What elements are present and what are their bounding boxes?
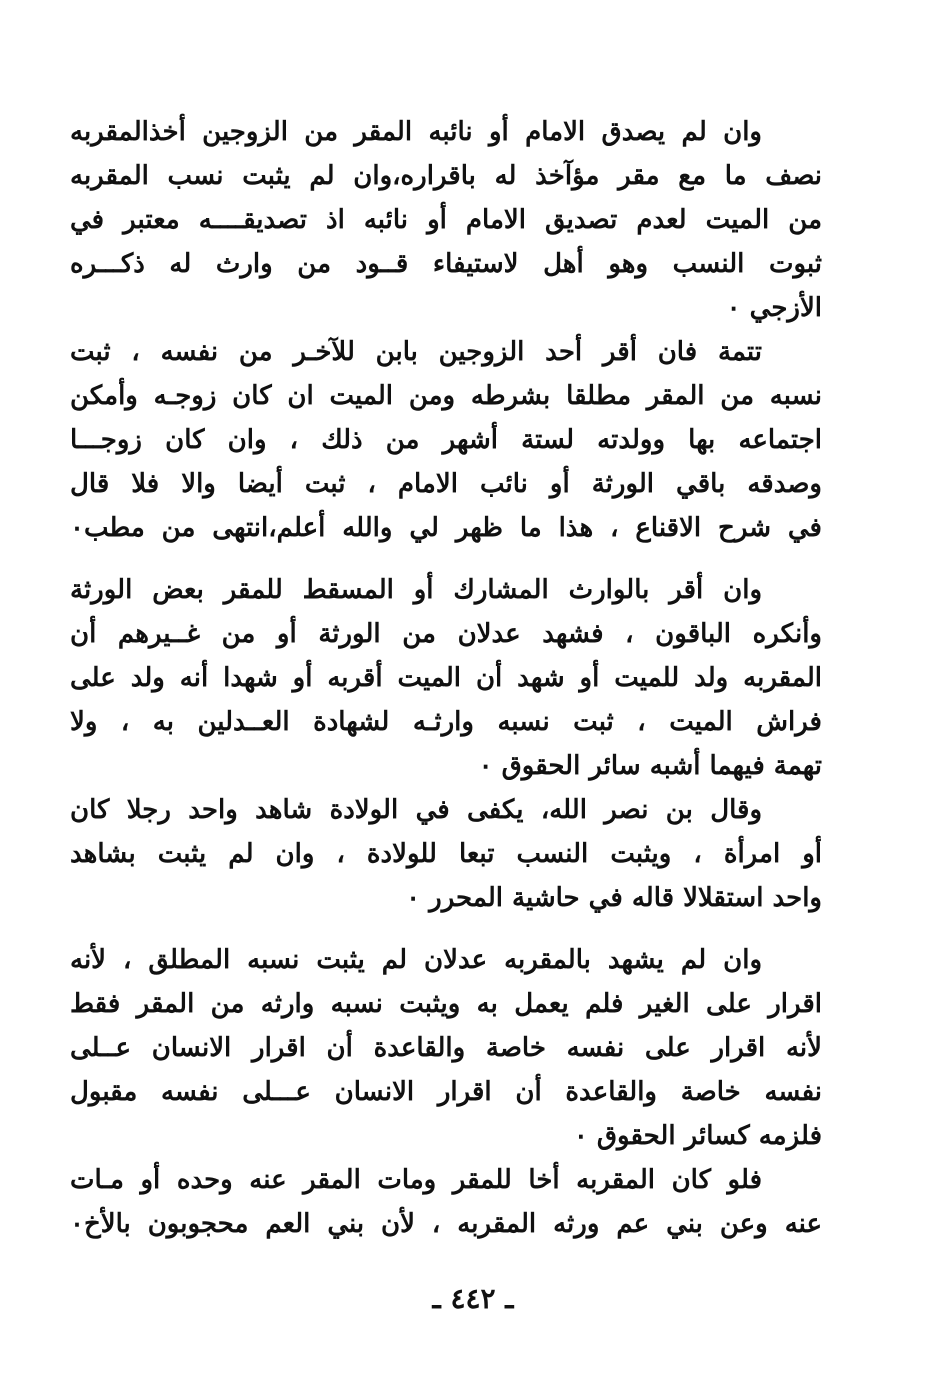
text-line: فلزمه كسائر الحقوق ٠ (573, 1121, 822, 1151)
text-line: فراش الميت ، ثبت نسبه وارثـه لشهادة العــدلين به ، ولا (70, 707, 822, 737)
text-line: الأزجي ٠ (726, 293, 822, 323)
text-line: المقربه ولد للميت أو شهد أن الميت أقربه أو شهدا أنه ولد على (70, 663, 822, 693)
page-number: ـ ٤٤٢ ـ (432, 1282, 514, 1315)
paragraph-3 (70, 568, 822, 788)
text-line: وان أقر بالوارث المشارك أو المسقط للمقر بعض الورثة (70, 575, 762, 605)
text-line: نفسه خاصة والقاعدة أن اقرار الانسان عـــلى نفسه مقبول (70, 1077, 822, 1107)
text-line: اقرار على الغير فلم يعمل به ويثبت نسبه وارثه من المقر فقط (70, 989, 822, 1019)
paragraph-6 (70, 1158, 822, 1246)
text-line: نصف ما مع مقر مؤآخذ له باقراره،وان لم يثبت نسب المقربه (70, 161, 822, 191)
paragraph-gap (70, 550, 822, 568)
text-line: نسبه من المقر مطلقا بشرطه ومن الميت ان كان زوجـه وأمكن (70, 381, 822, 411)
text-line: وصدقه باقي الورثة أو نائب الامام ، ثبت أيضا والا فلا قال (70, 469, 822, 499)
text-line: في شرح الاقناع ، هذا ما ظهر لي والله أعلم،انتهى من مطب٠ (70, 513, 822, 543)
paragraph-2 (70, 330, 822, 550)
text-line: ثبوت النسب وهو أهل لاستيفاء قــود من وارث له ذكـــره (70, 249, 822, 279)
text-line: وان لم يشهد بالمقربه عدلان لم يثبت نسبه المطلق ، لأنه (70, 945, 762, 975)
paragraph-gap (70, 920, 822, 938)
text-line: اجتماعه بها وولدته لستة أشهر من ذلك ، وان كان زوجـــا (70, 425, 822, 455)
text-line: واحد استقلالا قاله في حاشية المحرر ٠ (406, 883, 822, 913)
text-line: وأنكره الباقون ، فشهد عدلان من الورثة أو من غــيرهم أن (70, 619, 822, 649)
page-text (70, 110, 822, 1330)
text-line: لأنه اقرار على نفسه خاصة والقاعدة أن اقرار الانسان عــلى (70, 1033, 822, 1063)
text-line: من الميت لعدم تصديق الامام أو نائبه اذ تصديقــــه معتبر في (70, 205, 822, 235)
text-line: عنه وعن بني عم ورثه المقربه ، لأن بني العم محجوبون بالأخ٠ (70, 1209, 822, 1239)
text-line: فلو كان المقربه أخا للمقر ومات المقر عنه وحده أو مـات (70, 1165, 762, 1195)
text-line: وان لم يصدق الامام أو نائبه المقر من الزوجين أخذالمقربه (70, 117, 762, 147)
paragraph-1 (70, 110, 822, 330)
paragraph-5 (70, 938, 822, 1158)
text-line: تهمة فيهما أشبه سائر الحقوق ٠ (478, 751, 822, 781)
text-line: تتمة فان أقر أحد الزوجين بابن للآخـر من نفسه ، ثبت (70, 337, 762, 367)
paragraph-4 (70, 788, 822, 920)
text-line: أو امرأة ، ويثبت النسب تبعا للولادة ، وان لم يثبت بشاهد (70, 839, 822, 869)
text-line: وقال بن نصر الله، يكفى في الولادة شاهد واحد رجلا كان (70, 795, 762, 825)
